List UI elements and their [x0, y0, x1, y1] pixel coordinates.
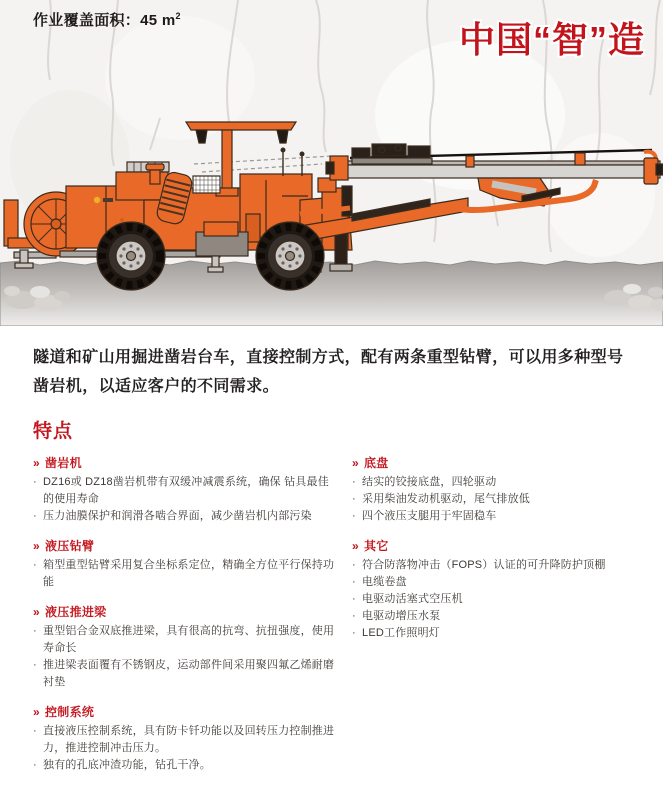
bullet-marker: · — [352, 575, 356, 588]
section-title — [352, 537, 645, 554]
mesh-screen — [193, 176, 220, 193]
feature-bullet — [33, 557, 338, 591]
front-support-leg — [335, 234, 347, 266]
hero-illustration-area — [0, 0, 663, 326]
section-title — [33, 703, 338, 720]
section-title-text: 液压推进梁 — [44, 604, 107, 619]
bullet-marker: · — [352, 509, 356, 522]
bullet-text: 独有的孔底冲渣功能，钻孔干净。 — [43, 759, 211, 772]
features-right-column — [352, 454, 645, 786]
features-section — [0, 416, 663, 786]
bullet-marker: · — [352, 609, 356, 622]
bullet-marker: · — [33, 475, 37, 488]
bullet-text: 压力油膜保护和润滑各啮合界面，减少凿岩机内部污染 — [43, 509, 312, 522]
section-title — [33, 537, 338, 554]
bullet-text: 电缆卷盘 — [362, 575, 407, 588]
bullet-marker: · — [33, 725, 37, 738]
feature-bullet — [33, 657, 338, 691]
bullet-marker: · — [352, 492, 356, 505]
bullet-marker: · — [352, 475, 356, 488]
section-title — [352, 454, 645, 471]
section-marker: » — [33, 604, 40, 619]
section-marker: » — [352, 538, 359, 553]
feature-bullet — [352, 625, 645, 642]
section-title — [33, 454, 338, 471]
feature-bullet — [352, 574, 645, 591]
bullet-text: 重型铝合金双底推进梁，具有很高的抗弯、抗扭强度，使用寿命长 — [43, 624, 335, 654]
feature-bullet — [352, 557, 645, 574]
coverage-text: 作业覆盖面积：45 m — [33, 12, 176, 29]
bullet-marker: · — [33, 624, 37, 637]
feature-bullet — [33, 623, 338, 657]
bullet-text: 结实的铰接底盘，四轮驱动 — [362, 475, 497, 488]
intro-paragraph: 隧道和矿山用掘进凿岩台车，直接控制方式，配有两条重型钻臂，可以用多种型号凿岩机，以适应客户的不同需求。 — [33, 349, 624, 395]
feature-bullet — [352, 591, 645, 608]
section-marker: » — [352, 455, 359, 470]
feature-bullet — [33, 508, 338, 525]
coverage-superscript: 2 — [175, 11, 181, 21]
section-title-text: 凿岩机 — [44, 455, 82, 470]
section-marker: » — [33, 455, 40, 470]
feature-section-feed-beam — [33, 603, 338, 691]
bullet-marker: · — [352, 626, 356, 639]
feature-bullet — [33, 723, 338, 757]
bullet-marker: · — [352, 558, 356, 571]
bullet-text: 电驱动活塞式空压机 — [362, 592, 463, 605]
feature-bullet — [33, 474, 338, 508]
section-title-text: 其它 — [363, 538, 389, 553]
bullet-text: LED工作照明灯 — [362, 626, 440, 639]
bullet-text: 四个液压支腿用于牢固稳车 — [362, 509, 497, 522]
features-left-column — [33, 454, 338, 786]
feature-section-control-system — [33, 703, 338, 774]
bullet-text: 采用柴油发动机驱动，尾气排放低 — [362, 492, 530, 505]
bullet-marker: · — [352, 592, 356, 605]
feature-section-hydraulic-boom — [33, 537, 338, 591]
feature-bullet — [352, 608, 645, 625]
coverage-area-label — [33, 9, 181, 30]
features-title: 特点 — [33, 420, 74, 442]
bullet-marker: · — [33, 759, 37, 772]
bullet-marker: · — [33, 558, 37, 571]
section-title-text: 控制系统 — [44, 705, 95, 720]
feature-bullet — [352, 491, 645, 508]
section-title — [33, 603, 338, 620]
bullet-text: 直接液压控制系统，具有防卡钎功能以及回转压力控制推进力，推进控制冲击压力。 — [43, 725, 335, 755]
section-title-text: 液压钻臂 — [44, 538, 95, 553]
bullet-text: 符合防落物冲击（FOPS）认证的可升降防护顶棚 — [362, 558, 606, 571]
front-wheel — [256, 222, 324, 290]
feature-bullet — [33, 757, 338, 774]
feature-bullet — [352, 474, 645, 491]
section-marker: » — [33, 538, 40, 553]
feature-section-others — [352, 537, 645, 642]
rear-wheel — [97, 222, 165, 290]
bullet-text: DZ16或 DZ18凿岩机带有双缓冲减震系统，确保 钻具最佳的使用寿命 — [43, 475, 329, 505]
feature-bullet — [352, 508, 645, 525]
feature-section-rock-drill — [33, 454, 338, 525]
bullet-text: 箱型重型钻臂采用复合坐标系定位，精确全方位平行保持功能 — [43, 558, 335, 588]
bullet-marker: · — [33, 509, 37, 522]
bullet-text: 推进梁表面覆有不锈钢皮，运动部件间采用聚四氟乙烯耐磨衬垫 — [43, 658, 335, 688]
feature-section-chassis — [352, 454, 645, 525]
bullet-marker: · — [33, 658, 37, 671]
slogan-made-in-china: 中国“智”造 — [458, 19, 645, 60]
section-title-text: 底盘 — [363, 455, 389, 470]
bullet-text: 电驱动增压水泵 — [362, 609, 441, 622]
section-marker: » — [33, 705, 40, 720]
features-columns — [33, 454, 645, 786]
